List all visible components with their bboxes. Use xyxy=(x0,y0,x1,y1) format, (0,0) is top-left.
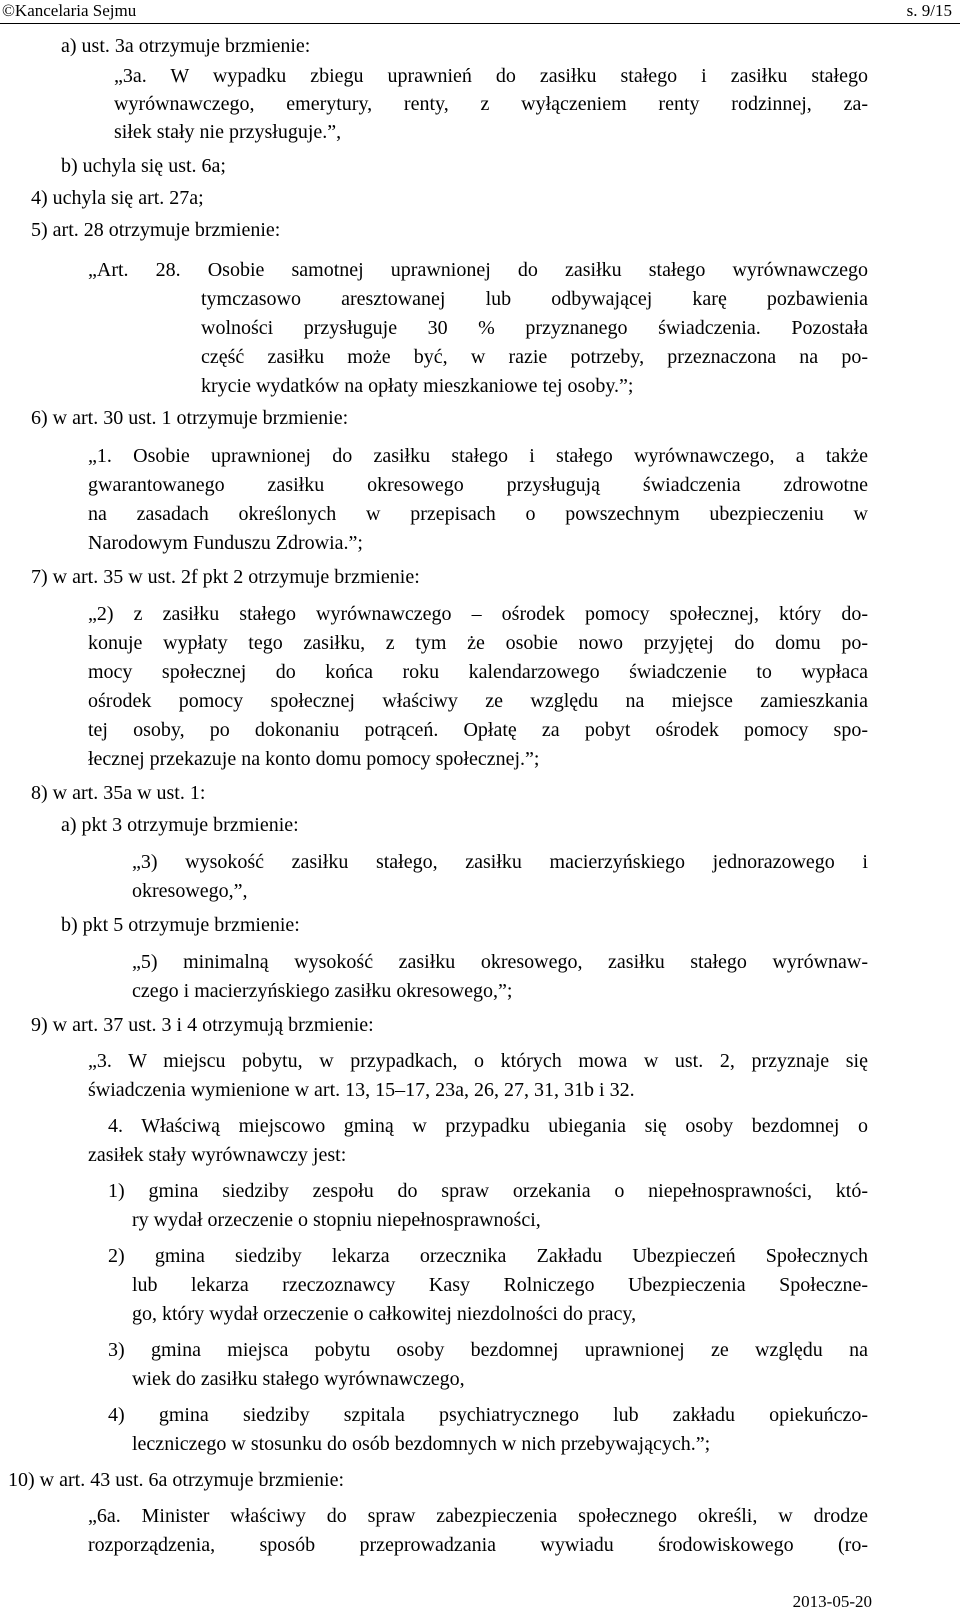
text-line: „1. Osobie uprawnionej do zasiłku stałego i stałego wyrównawczego, a także xyxy=(88,445,868,467)
text-line: 1) gmina siedziby zespołu do spraw orzekania o niepełnosprawności, któ- xyxy=(108,1180,868,1202)
text-line: na zasadach określonych w przepisach o powszechnym ubezpieczeniu w xyxy=(88,503,868,525)
text-line: lub lekarza rzeczoznawcy Kasy Rolniczego Ubezpieczenia Społeczne- xyxy=(132,1274,868,1296)
text-line: wolności przysługuje 30 % przyznanego świadczenia. Pozostała xyxy=(201,317,868,339)
text-line: 5) art. 28 otrzymuje brzmienie: xyxy=(31,219,281,241)
text-line: leczniczego w stosunku do osób bezdomnych w nich przebywających.”; xyxy=(132,1433,711,1455)
copyright-header: ©Kancelaria Sejmu xyxy=(2,1,137,20)
text-line: 4) uchyla się art. 27a; xyxy=(31,187,204,209)
text-line: Narodowym Funduszu Zdrowia.”; xyxy=(88,532,363,554)
text-line: a) pkt 3 otrzymuje brzmienie: xyxy=(61,814,299,836)
text-line: 2) gmina siedziby lekarza orzecznika Zakładu Ubezpieczeń Społecznych xyxy=(108,1245,868,1267)
text-line: konuje wypłaty tego zasiłku, z tym że osobie nowo przyjętej do domu po- xyxy=(88,632,868,654)
text-line: 9) w art. 37 ust. 3 i 4 otrzymują brzmienie: xyxy=(31,1014,374,1036)
text-line: okresowego,”, xyxy=(132,880,248,902)
text-line: b) uchyla się ust. 6a; xyxy=(61,155,226,177)
text-line: 7) w art. 35 w ust. 2f pkt 2 otrzymuje brzmienie: xyxy=(31,566,420,588)
text-line: „2) z zasiłku stałego wyrównawczego – ośrodek pomocy społecznej, który do- xyxy=(88,603,868,625)
text-line: mocy społecznej do końca roku kalendarzowego świadczenie to wypłaca xyxy=(88,661,868,683)
text-line: czego i macierzyńskiego zasiłku okresowego,”; xyxy=(132,980,513,1002)
text-line: 3) gmina miejsca pobytu osoby bezdomnej uprawnionej ze względu na xyxy=(108,1339,868,1361)
text-line: zasiłek stały wyrównawczy jest: xyxy=(88,1144,347,1166)
text-line: część zasiłku może być, w razie potrzeby, przeznaczona na po- xyxy=(201,346,868,368)
text-line: „3) wysokość zasiłku stałego, zasiłku macierzyńskiego jednorazowego i xyxy=(132,851,868,873)
text-line: „6a. Minister właściwy do spraw zabezpieczenia społecznego określi, w drodze xyxy=(88,1505,868,1527)
text-line: łecznej przekazuje na konto domu pomocy społecznej.”; xyxy=(88,748,540,770)
text-line: b) pkt 5 otrzymuje brzmienie: xyxy=(61,914,300,936)
text-line: tej osoby, po dokonaniu potrąceń. Opłatę za pobyt ośrodek pomocy spo- xyxy=(88,719,868,741)
text-line: „3a. W wypadku zbiegu uprawnień do zasiłku stałego i zasiłku stałego xyxy=(114,65,868,87)
text-line: „Art. 28. Osobie samotnej uprawnionej do zasiłku stałego wyrównawczego xyxy=(88,259,868,281)
text-line: wiek do zasiłku stałego wyrównawczego, xyxy=(132,1368,465,1390)
text-line: 4) gmina siedziby szpitala psychiatrycznego lub zakładu opiekuńczo- xyxy=(108,1404,868,1426)
text-line: „3. W miejscu pobytu, w przypadkach, o których mowa w ust. 2, przyznaje się xyxy=(88,1050,868,1072)
text-line: 6) w art. 30 ust. 1 otrzymuje brzmienie: xyxy=(31,407,349,429)
page-number: s. 9/15 xyxy=(906,1,952,20)
text-line: go, który wydał orzeczenie o całkowitej niezdolności do pracy, xyxy=(132,1303,637,1325)
footer-date: 2013-05-20 xyxy=(792,1592,872,1611)
text-line: świadczenia wymienione w art. 13, 15–17, 23a, 26, 27, 31, 31b i 32. xyxy=(88,1079,635,1101)
text-line: krycie wydatków na opłaty mieszkaniowe tej osoby.”; xyxy=(201,375,634,397)
text-line: wyrównawczego, emerytury, renty, z wyłączeniem renty rodzinnej, za- xyxy=(114,93,868,115)
text-line: ośrodek pomocy społecznej właściwy ze względu na miejsce zamieszkania xyxy=(88,690,868,712)
text-line: tymczasowo aresztowanej lub odbywającej karę pozbawienia xyxy=(201,288,868,310)
text-line: ry wydał orzeczenie o stopniu niepełnosprawności, xyxy=(132,1209,541,1231)
text-line: 8) w art. 35a w ust. 1: xyxy=(31,782,206,804)
text-line: „5) minimalną wysokość zasiłku okresowego, zasiłku stałego wyrównaw- xyxy=(132,951,868,973)
text-line: 10) w art. 43 ust. 6a otrzymuje brzmienie: xyxy=(8,1469,345,1491)
text-line: 4. Właściwą miejscowo gminą w przypadku ubiegania się osoby bezdomnej o xyxy=(108,1115,868,1137)
text-line: a) ust. 3a otrzymuje brzmienie: xyxy=(61,35,311,57)
text-line: gwarantowanego zasiłku okresowego przysługują świadczenia zdrowotne xyxy=(88,474,868,496)
text-line: rozporządzenia, sposób przeprowadzania wywiadu środowiskowego (ro- xyxy=(88,1534,868,1556)
text-line: siłek stały nie przysługuje.”, xyxy=(114,121,342,143)
header-rule xyxy=(0,23,960,24)
